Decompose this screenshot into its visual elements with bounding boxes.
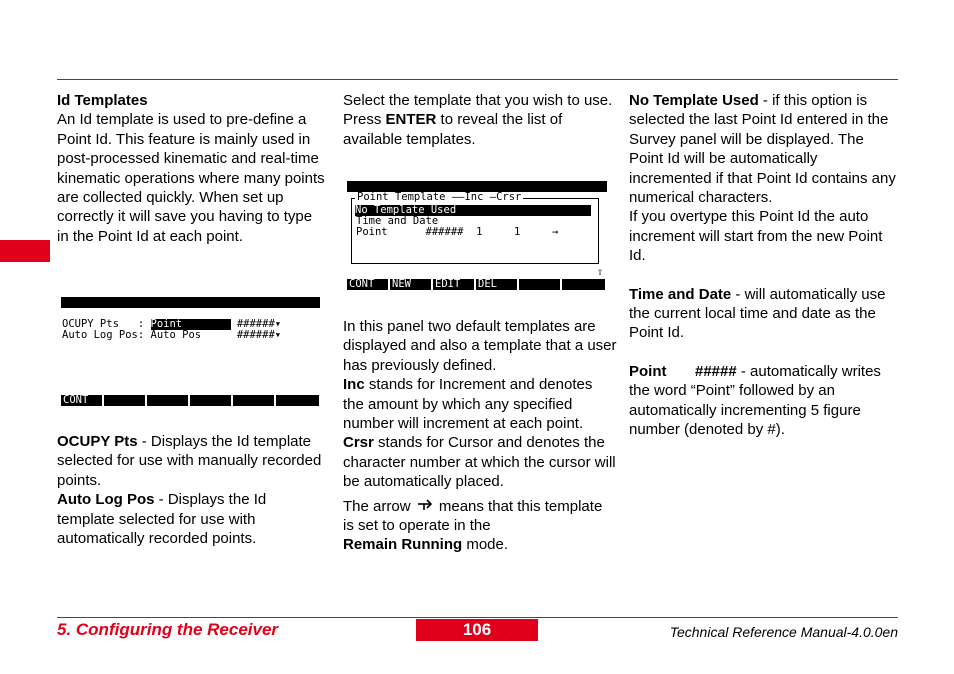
softkey-new[interactable]: NEW [390,279,433,290]
softkey-del[interactable]: DEL [476,279,519,290]
column-1 [57,91,325,246]
column-2-body: In this panel two default templates are displayed and also a template that a user has previously defined. Inc stands for Increment and denotes the amount by which any specified number will increment at each point. Crsr stands for Cursor and denotes the character number at which the cursor will be automatically placed. The arrow means that this template is set to operate in the Remain Running mode. [343,318,617,554]
shift-icon: ⇧ [597,266,604,278]
remain-running-term: Remain Running [343,536,463,554]
footer-manual-title: Technical Reference Manual-4.0.0en [669,624,898,640]
footer-section-title: 5. Configuring the Receiver [57,620,279,639]
softkey-f6[interactable] [562,279,605,290]
softkey-edit[interactable]: EDIT [433,279,476,290]
softkey-f6[interactable] [276,395,319,406]
column-2: Select the template that you wish to use. Press ENTER to reveal the list of available templates. [343,92,613,148]
side-tab-marker [0,240,50,262]
softkey-f5[interactable] [519,279,562,290]
enter-key: ENTER [385,111,437,129]
template-row-no-template[interactable]: No Template Used [355,205,591,216]
softkey-f5[interactable] [233,395,276,406]
no-template-term: No Template Used [629,92,759,109]
screen1-row-autolog: Auto Log Pos: Auto Pos ######▾ [62,329,282,341]
softkey-cont[interactable]: CONT [61,395,104,406]
softkey-f3[interactable] [147,395,190,406]
template-list-header: Point Template ——Inc —Crsr [357,191,522,203]
column-3: No Template Used - if this option is selected the last Point Id entered in the Survey panel will be displayed. The Point Id will be automatically incremented if that Point Id contains any numerical characters. If you overtype this Point Id the auto increment will start from the new Point Id. Time and Date - will automatically use the current local time and date as the Point Id. Point ##### - automatically writes the word “Point” followed by an automatically incrementing 5 figure number (denoted by #). [629,91,899,440]
point-term: Point [629,362,667,380]
panel-paragraph: In this panel two default templates are displayed and also a template that a user has previously defined. [343,318,617,374]
screen1-title-bar [61,297,320,308]
screen1-softkeys [61,395,319,406]
screen1-row-ocupy: OCUPY Pts : Point ######▾ [62,318,282,330]
template-row-point[interactable]: Point ###### 1 1 → [356,226,559,238]
time-date-term: Time and Date [629,285,732,303]
column-1-terms: OCUPY Pts - Displays the Id template selected for use with manually recorded points. Auto Log Pos - Displays the Id template selected for use with automatically recorded points. [57,433,322,548]
ocupy-template-field[interactable]: Point [151,319,231,330]
overtype-paragraph: If you overtype this Point Id the auto increment will start from the new Point Id. [629,208,883,265]
softkey-cont[interactable]: CONT [347,279,390,290]
crsr-term: Crsr [343,434,374,452]
page-number: 106 [416,619,538,641]
softkey-f4[interactable] [190,395,233,406]
top-rule [57,79,898,80]
template-row-time-date[interactable]: Time and Date [356,215,439,227]
remain-running-arrow-icon [415,497,435,516]
footer-rule [57,617,898,618]
intro-paragraph: An Id template is used to pre-define a Point Id. This feature is mainly used in post-processed kinematic and real-time kinematic operations where many points are collected quickly. When set up correctly it will save you having to type in the Point Id at each point. [57,111,325,245]
autolog-term: Auto Log Pos [57,491,155,509]
section-heading: Id Templates [57,92,148,109]
screen2-softkeys [347,279,605,290]
ocupy-term: OCUPY Pts [57,433,138,450]
softkey-f2[interactable] [104,395,147,406]
point-hash-term: ##### [695,362,737,380]
inc-term: Inc [343,376,365,394]
autolog-template-field[interactable]: Auto Pos [150,329,202,341]
